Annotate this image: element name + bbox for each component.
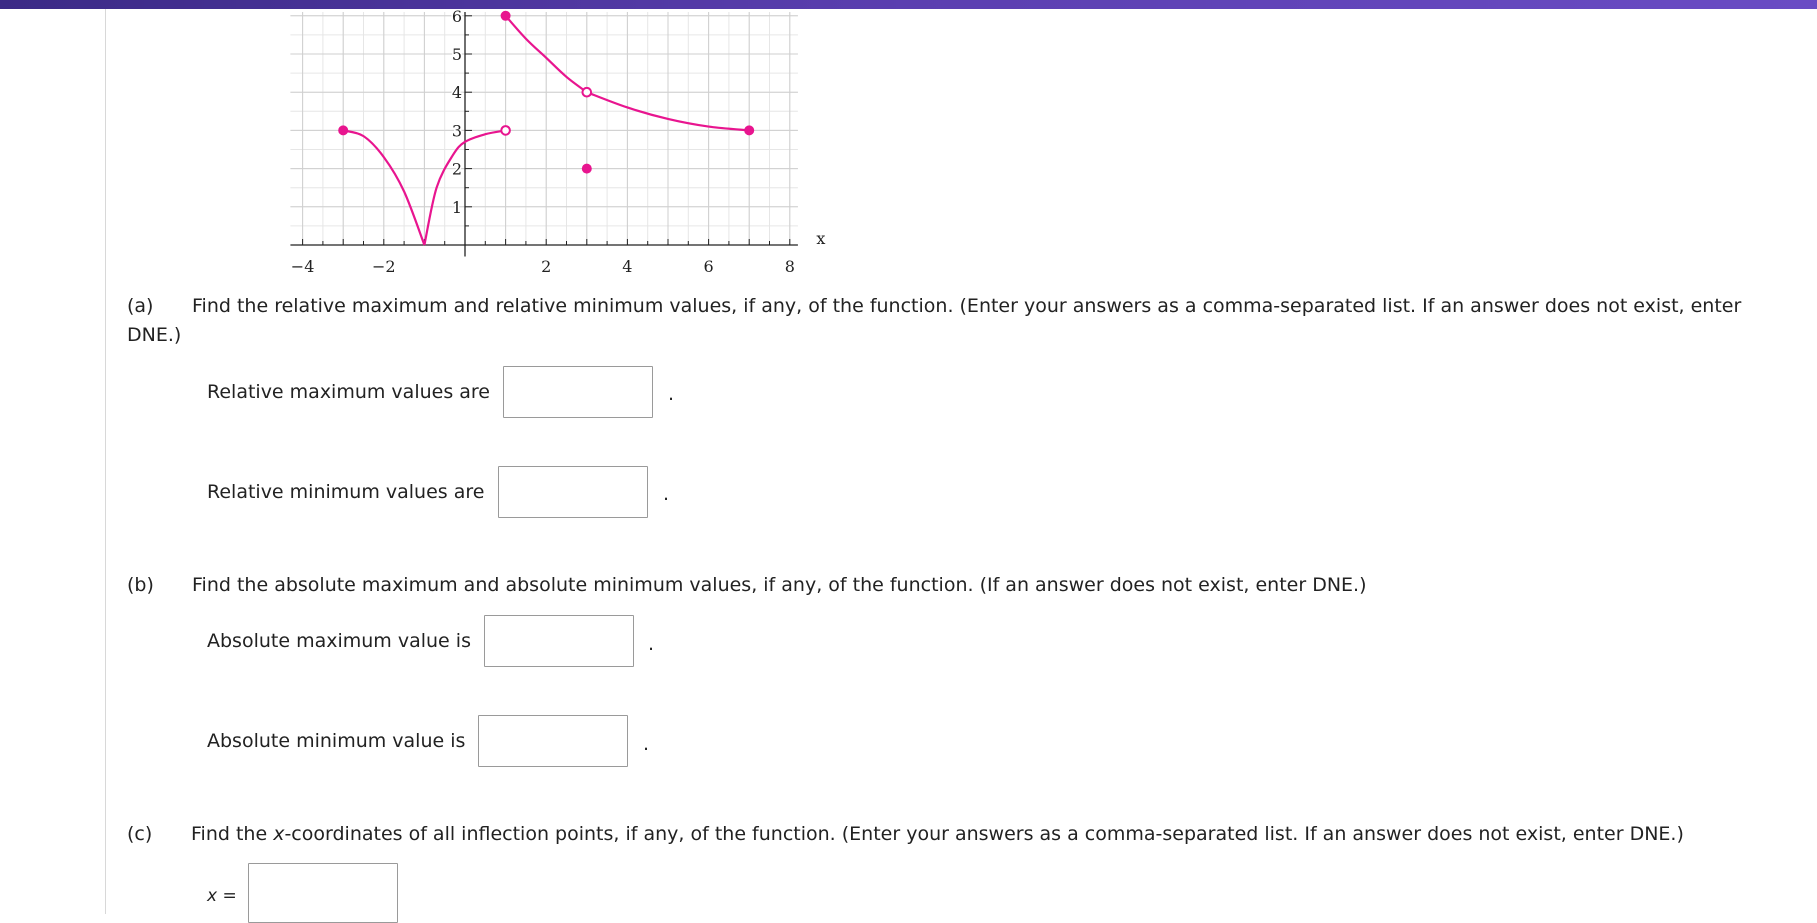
- absolute-min-label: Absolute minimum value is: [207, 730, 466, 752]
- x-tick-label: 2: [541, 257, 552, 276]
- x-tick-label: 4: [622, 257, 633, 276]
- closed-point: [338, 125, 348, 135]
- absolute-min-period: .: [643, 733, 650, 755]
- relative-min-label: Relative minimum values are: [207, 481, 485, 503]
- relative-max-input[interactable]: [503, 366, 653, 418]
- part-b-label: (b): [127, 574, 154, 596]
- x-axis-label: x: [816, 229, 826, 248]
- y-tick-label: 4: [451, 83, 462, 103]
- absolute-max-period: .: [648, 633, 655, 655]
- graph-svg: [0, 0, 826, 290]
- open-point: [583, 88, 592, 97]
- part-c-question: [191, 820, 1684, 849]
- absolute-max-label: Absolute maximum value is: [207, 630, 471, 652]
- x-tick-label: 6: [703, 257, 714, 276]
- absolute-max-input[interactable]: [484, 615, 634, 667]
- open-point: [501, 126, 510, 135]
- part-a-label: (a): [127, 295, 154, 317]
- part-c-question-var: x: [273, 823, 285, 845]
- function-graph: [0, 0, 826, 290]
- part-c-label: (c): [127, 823, 153, 845]
- y-tick-label: 1: [451, 197, 462, 217]
- y-tick-label: 3: [451, 121, 462, 141]
- closed-point: [501, 11, 511, 21]
- relative-max-label: Relative maximum values are: [207, 381, 490, 403]
- part-c-question-pre: Find the: [191, 823, 274, 845]
- part-a-question: Find the relative maximum and relative minimum values, if any, of the function. (Enter your answers as a comma-separated list. If an answer does not exist, enter: [192, 295, 1742, 317]
- x-tick-label: −2: [372, 257, 396, 276]
- part-c-question-post: -coordinates of all inflection points, if any, of the function. (Enter your answers as a comma-separated list. If an answer does not exist, enter DNE.): [284, 823, 1684, 845]
- absolute-min-input[interactable]: [478, 715, 628, 767]
- closed-point: [582, 164, 592, 174]
- y-tick-label: 2: [451, 159, 462, 179]
- relative-max-period: .: [668, 383, 675, 405]
- x-tick-label: 8: [784, 257, 795, 276]
- y-tick-label: 5: [451, 45, 462, 64]
- part-a-question-continued: DNE.): [127, 324, 182, 346]
- inflection-x-label: x =: [207, 886, 237, 906]
- part-b-question: Find the absolute maximum and absolute minimum values, if any, of the function. (If an answer does not exist, enter DNE.): [192, 574, 1367, 596]
- y-tick-label: 6: [451, 6, 462, 26]
- relative-min-period: .: [663, 483, 670, 505]
- relative-min-input[interactable]: [498, 466, 648, 518]
- inflection-x-input[interactable]: [248, 863, 398, 923]
- x-tick-label: −4: [290, 257, 315, 276]
- closed-point: [744, 125, 754, 135]
